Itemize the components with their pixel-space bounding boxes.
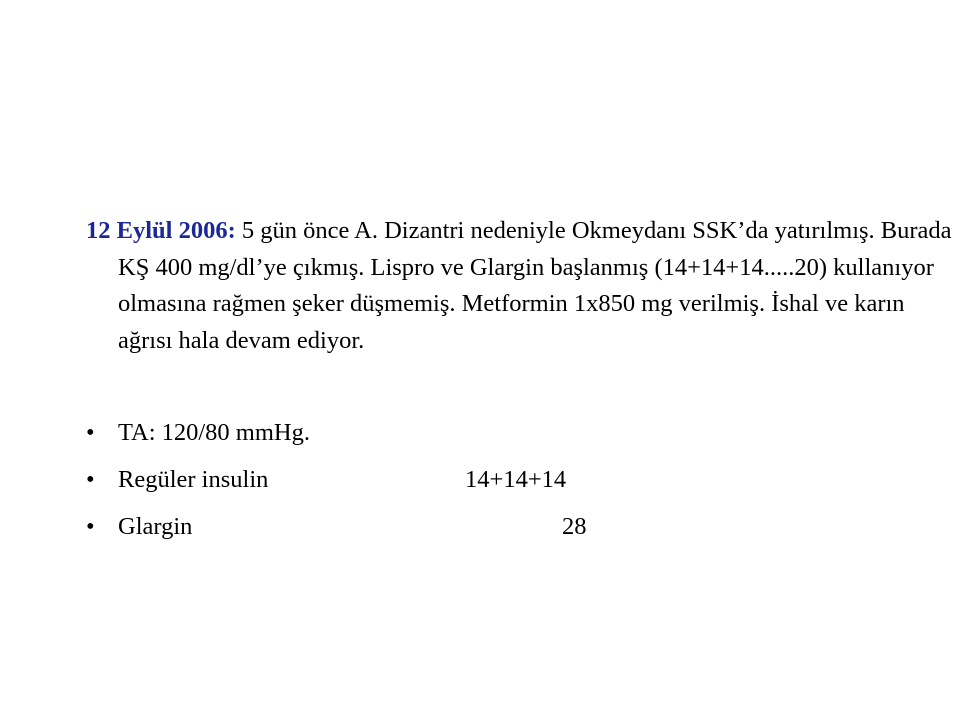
bullet-dot: • xyxy=(86,419,95,446)
intro-date: 12 Eylül 2006: xyxy=(86,217,236,244)
bullet-item-regular-insulin xyxy=(86,462,786,499)
bullet-label: Regüler insulin xyxy=(118,466,269,493)
bullet-label: Glargin xyxy=(118,513,193,540)
bullet-item-blood-pressure xyxy=(86,415,786,452)
bullet-value: 28 xyxy=(562,513,587,540)
intro-text: 5 gün önce A. Dizantri nedeniyle Okmeydanı SSK’da yatırılmış. Burada KŞ 400 mg/dl’ye çıkmış. Lispro ve Glargin başlanmış (14+14+14.....20) kullanıyor olmasına rağmen şeker düşmemiş. Metformin 1x850 mg verilmiş. İshal ve karın ağrısı hala devam ediyor. xyxy=(118,217,952,354)
bullet-dot: • xyxy=(86,466,95,493)
intro-paragraph xyxy=(86,213,958,359)
bullet-label: TA: 120/80 mmHg. xyxy=(118,419,310,446)
bullet-dot: • xyxy=(86,513,95,540)
bullet-value: 14+14+14 xyxy=(465,466,567,493)
bullet-item-glargin xyxy=(86,509,786,546)
